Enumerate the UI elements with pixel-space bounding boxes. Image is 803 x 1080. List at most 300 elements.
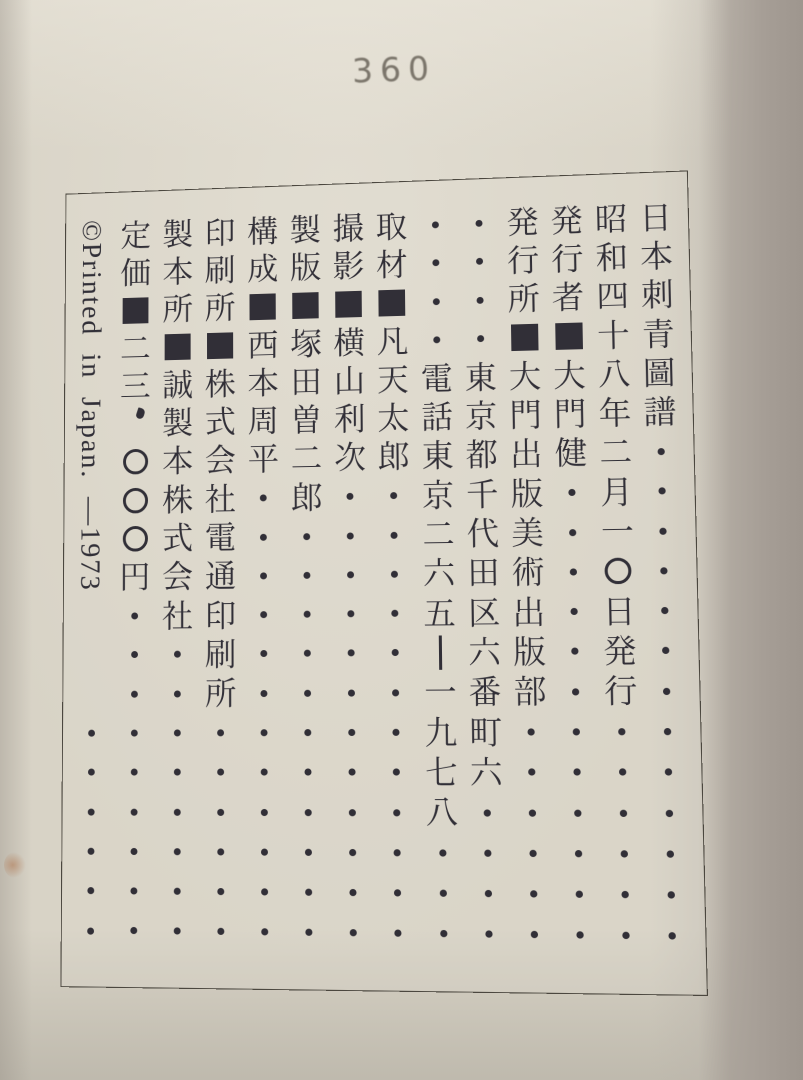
dot-glyph bbox=[476, 297, 483, 304]
glyph-cell: 五 bbox=[423, 594, 456, 632]
leader-dot bbox=[291, 673, 324, 713]
dot-glyph bbox=[432, 298, 439, 305]
dot-glyph bbox=[528, 769, 535, 776]
colophon-column-telephone bbox=[418, 205, 461, 991]
glyph-cell: 材 bbox=[375, 246, 408, 283]
glyph-cell: 電 bbox=[204, 519, 237, 556]
leader-dot bbox=[381, 913, 415, 954]
dot-glyph bbox=[575, 850, 582, 857]
dot-glyph bbox=[432, 260, 439, 267]
glyph-cell: 二 bbox=[422, 515, 455, 553]
glyph-cell: 青 bbox=[641, 315, 676, 353]
glyph-cell: 京 bbox=[464, 397, 498, 435]
glyph-cell: 価 bbox=[120, 255, 151, 291]
filled-square-glyph bbox=[379, 289, 406, 316]
leader-dot bbox=[248, 713, 281, 753]
dot-glyph bbox=[664, 728, 671, 735]
dot-glyph bbox=[260, 533, 267, 540]
leader-dot bbox=[291, 634, 324, 674]
black-square-marker bbox=[376, 283, 409, 322]
glyph-cell: 所 bbox=[204, 675, 237, 712]
dot-glyph bbox=[131, 690, 138, 697]
leader-dot bbox=[248, 792, 281, 832]
leader-dot bbox=[645, 511, 680, 551]
leader-dot bbox=[380, 792, 414, 832]
glyph-cell: 刷 bbox=[204, 636, 237, 673]
ideographic-comma-glyph bbox=[135, 408, 146, 420]
glyph-cell: 美 bbox=[511, 514, 545, 552]
dot-glyph bbox=[619, 769, 626, 776]
ideographic-zero-glyph bbox=[122, 487, 147, 513]
colophon-column-price bbox=[117, 216, 151, 987]
leader-dot bbox=[379, 594, 412, 634]
leader-dot bbox=[335, 633, 368, 673]
glyph-cell: 者 bbox=[551, 279, 585, 316]
leader-dot bbox=[292, 832, 325, 872]
glyph-cell: 一 bbox=[424, 673, 457, 711]
colophon-column-research bbox=[375, 207, 416, 991]
dot-glyph bbox=[218, 928, 225, 935]
glyph-cell: 二 bbox=[599, 434, 633, 471]
dot-glyph bbox=[217, 729, 224, 736]
dot-glyph bbox=[665, 769, 672, 776]
dot-glyph bbox=[305, 849, 312, 856]
leader-dot bbox=[291, 555, 324, 594]
leader-dot bbox=[205, 872, 238, 912]
dot-glyph bbox=[395, 930, 402, 937]
dot-glyph bbox=[305, 769, 312, 776]
leader-dot bbox=[161, 753, 193, 793]
colophon-columns bbox=[61, 171, 706, 994]
glyph-cell: 塚 bbox=[290, 325, 322, 362]
black-square-marker bbox=[290, 286, 322, 325]
leader-dot bbox=[562, 874, 597, 915]
leader-dot bbox=[517, 914, 552, 955]
glyph-cell: 門 bbox=[553, 395, 587, 433]
dot-glyph bbox=[431, 222, 438, 229]
dot-glyph bbox=[349, 849, 356, 856]
dot-glyph bbox=[620, 850, 627, 857]
glyph-cell: 田 bbox=[290, 363, 322, 400]
glyph-cell: 株 bbox=[162, 481, 194, 518]
glyph-cell: 電 bbox=[420, 360, 453, 397]
glyph-cell: 健 bbox=[554, 435, 588, 472]
dot-glyph bbox=[174, 848, 181, 855]
dot-glyph bbox=[261, 929, 268, 936]
glyph-cell: 刷 bbox=[204, 252, 236, 288]
leader-dot bbox=[248, 912, 281, 953]
dot-glyph bbox=[261, 848, 268, 855]
dot-glyph bbox=[573, 769, 580, 776]
colophon-column-photography bbox=[332, 209, 371, 991]
glyph-cell: 町 bbox=[469, 713, 503, 751]
leader-dot bbox=[605, 752, 640, 793]
glyph-cell: 日 bbox=[639, 199, 673, 236]
dot-glyph bbox=[658, 487, 665, 494]
dot-glyph bbox=[662, 647, 669, 654]
leader-dot bbox=[418, 205, 451, 244]
leader-dot bbox=[380, 752, 414, 792]
glyph-cell: 七 bbox=[424, 753, 458, 791]
dot-glyph bbox=[131, 808, 138, 815]
dot-glyph bbox=[572, 688, 579, 695]
filled-square-glyph bbox=[293, 292, 319, 319]
dot-glyph bbox=[483, 809, 490, 816]
leader-dot bbox=[248, 673, 281, 713]
ideographic-zero-glyph bbox=[122, 526, 147, 552]
leader-dot bbox=[419, 244, 452, 283]
dot-glyph bbox=[304, 572, 311, 579]
leader-dot bbox=[471, 873, 505, 914]
glyph-cell: 六 bbox=[469, 753, 503, 791]
glyph-cell: 本 bbox=[247, 364, 279, 401]
leader-dot bbox=[205, 792, 238, 832]
dot-glyph bbox=[668, 933, 676, 940]
leader-dot bbox=[378, 515, 411, 555]
dot-glyph bbox=[261, 650, 268, 657]
glyph-cell: 発 bbox=[550, 202, 584, 239]
dot-glyph bbox=[88, 808, 95, 815]
glyph-cell: 月 bbox=[599, 473, 634, 511]
leader-dot bbox=[607, 874, 642, 915]
dot-glyph bbox=[131, 730, 138, 737]
dot-glyph bbox=[87, 927, 94, 934]
glyph-cell: 社 bbox=[204, 480, 237, 517]
leader-dot bbox=[463, 280, 496, 319]
glyph-cell: 出 bbox=[512, 593, 546, 631]
dot-glyph bbox=[131, 769, 138, 776]
glyph-cell: 郎 bbox=[377, 438, 410, 476]
leader-dot bbox=[420, 320, 453, 359]
dot-glyph bbox=[391, 492, 398, 499]
dot-glyph bbox=[657, 448, 664, 455]
leader-dot bbox=[470, 833, 504, 874]
colophon-column-binding bbox=[161, 215, 194, 988]
black-square-marker bbox=[247, 287, 279, 326]
dot-glyph bbox=[484, 849, 491, 856]
leader-dot bbox=[161, 911, 194, 951]
dot-glyph bbox=[347, 571, 354, 578]
glyph-cell: 田 bbox=[467, 554, 500, 592]
leader-dot bbox=[293, 912, 326, 953]
glyph-cell: 西 bbox=[247, 326, 279, 363]
dot-glyph bbox=[88, 769, 95, 776]
glyph-cell: 式 bbox=[204, 404, 236, 440]
dot-glyph bbox=[574, 809, 581, 816]
dot-glyph bbox=[528, 809, 535, 816]
dot-glyph bbox=[484, 890, 491, 897]
dot-glyph bbox=[394, 889, 401, 896]
dot-glyph bbox=[440, 930, 447, 937]
dot-glyph bbox=[618, 728, 625, 735]
glyph-cell: 行 bbox=[603, 672, 638, 710]
dot-glyph bbox=[348, 689, 355, 696]
filled-square-glyph bbox=[511, 324, 539, 351]
dot-glyph bbox=[621, 891, 628, 898]
dot-glyph bbox=[392, 649, 399, 656]
glyph-cell-zero bbox=[601, 551, 636, 591]
dot-glyph bbox=[622, 932, 629, 939]
glyph-cell: 部 bbox=[513, 673, 547, 711]
leader-dot bbox=[654, 916, 690, 958]
dot-glyph bbox=[569, 529, 576, 536]
dot-glyph bbox=[350, 889, 357, 896]
dot-glyph bbox=[306, 929, 313, 936]
dot-glyph bbox=[391, 531, 398, 538]
dot-glyph bbox=[304, 689, 311, 696]
leader-dot bbox=[462, 242, 495, 281]
glyph-cell: 郎 bbox=[290, 479, 323, 516]
dot-glyph bbox=[347, 532, 354, 539]
black-square-marker bbox=[120, 291, 152, 330]
leader-dot bbox=[291, 595, 324, 635]
leader-dot bbox=[292, 752, 325, 792]
dot-glyph bbox=[305, 889, 312, 896]
leader-dot bbox=[557, 591, 592, 631]
leader-dot bbox=[379, 633, 413, 673]
leader-dot bbox=[161, 832, 194, 872]
leader-dot bbox=[75, 753, 107, 792]
dot-glyph bbox=[304, 533, 311, 540]
black-square-marker bbox=[162, 328, 194, 367]
leader-dot bbox=[650, 711, 685, 752]
glyph-cell: 通 bbox=[204, 558, 237, 595]
dot-glyph bbox=[260, 611, 267, 618]
glyph-cell: 次 bbox=[334, 439, 367, 476]
glyph-cell: 式 bbox=[162, 520, 194, 557]
colophon-box bbox=[60, 170, 707, 996]
leader-dot bbox=[380, 712, 414, 752]
leader-dot bbox=[118, 713, 150, 752]
glyph-cell: 構 bbox=[247, 213, 279, 249]
glyph-cell: 九 bbox=[424, 713, 458, 751]
glyph-cell: 昭 bbox=[594, 200, 628, 238]
leader-dot bbox=[248, 752, 281, 792]
dot-glyph bbox=[476, 258, 483, 265]
filled-square-glyph bbox=[555, 323, 583, 350]
dot-glyph bbox=[667, 891, 675, 898]
glyph-cell: 東 bbox=[464, 359, 498, 396]
black-square-marker bbox=[552, 316, 586, 356]
dot-glyph bbox=[87, 887, 94, 894]
dot-glyph bbox=[530, 890, 537, 897]
dot-glyph bbox=[174, 808, 181, 815]
glyph-cell: 所 bbox=[507, 280, 541, 317]
leader-dot bbox=[644, 431, 679, 471]
leader-dot bbox=[337, 872, 371, 913]
leader-dot bbox=[514, 752, 549, 792]
black-square-marker bbox=[204, 326, 236, 365]
filled-square-glyph bbox=[207, 332, 233, 359]
glyph-cell-zero bbox=[119, 481, 151, 520]
dot-glyph bbox=[217, 848, 224, 855]
page-number-stamp: 360 bbox=[351, 48, 437, 91]
dot-glyph bbox=[304, 611, 311, 618]
glyph-cell: 代 bbox=[466, 515, 500, 552]
leader-dot bbox=[608, 915, 643, 957]
leader-dot bbox=[555, 512, 589, 552]
dot-glyph bbox=[475, 220, 482, 227]
leader-dot bbox=[161, 635, 193, 674]
dot-glyph bbox=[88, 848, 95, 855]
leader-dot bbox=[337, 913, 371, 954]
dot-glyph bbox=[392, 689, 399, 696]
filled-square-glyph bbox=[250, 293, 276, 320]
glyph-cell: 発 bbox=[603, 632, 637, 670]
leader-dot bbox=[559, 752, 594, 793]
dot-glyph bbox=[260, 495, 267, 502]
dot-glyph bbox=[576, 932, 583, 939]
glyph-cell: 取 bbox=[375, 208, 408, 245]
leader-dot bbox=[75, 831, 107, 871]
leader-dot bbox=[561, 833, 596, 874]
leader-dot bbox=[378, 476, 411, 516]
dot-glyph bbox=[347, 493, 354, 500]
leader-dot bbox=[556, 552, 590, 592]
leader-dot bbox=[161, 792, 193, 832]
glyph-cell: 製 bbox=[162, 216, 194, 252]
glyph-cell: 門 bbox=[509, 396, 543, 434]
black-square-marker bbox=[333, 284, 366, 323]
dot-glyph bbox=[663, 688, 670, 695]
leader-dot bbox=[379, 673, 413, 713]
leader-dot bbox=[648, 631, 683, 672]
leader-dot bbox=[646, 550, 681, 590]
dot-glyph bbox=[394, 809, 401, 816]
colophon-column-book-title bbox=[639, 198, 691, 995]
glyph-cell: 社 bbox=[161, 597, 194, 634]
leader-dot bbox=[335, 594, 368, 634]
glyph-cell: 凡 bbox=[376, 323, 409, 360]
glyph-cell: 印 bbox=[204, 214, 236, 251]
leader-dot bbox=[515, 833, 550, 874]
ideographic-zero-glyph bbox=[605, 558, 632, 585]
dot-glyph bbox=[529, 850, 536, 857]
dot-glyph bbox=[570, 608, 577, 615]
leader-dot bbox=[514, 712, 548, 752]
leader-dot bbox=[75, 871, 107, 911]
leader-dot bbox=[248, 832, 281, 872]
glyph-cell: 六 bbox=[422, 555, 456, 592]
colophon-column-publishing-office bbox=[506, 202, 552, 993]
dot-glyph bbox=[571, 648, 578, 655]
dot-glyph bbox=[439, 849, 446, 856]
dot-glyph bbox=[659, 527, 666, 534]
dot-glyph bbox=[393, 729, 400, 736]
leader-dot bbox=[292, 872, 325, 913]
leader-dot bbox=[557, 631, 592, 671]
leader-dot bbox=[334, 516, 367, 556]
glyph-cell: 都 bbox=[465, 436, 499, 474]
dot-glyph bbox=[174, 690, 181, 697]
leader-dot bbox=[75, 714, 107, 753]
glyph-cell: 日 bbox=[602, 592, 636, 630]
glyph-cell: 版 bbox=[510, 475, 544, 512]
leader-dot bbox=[462, 204, 495, 243]
leader-dot bbox=[205, 832, 238, 872]
dot-glyph bbox=[666, 850, 674, 857]
leader-dot bbox=[248, 872, 281, 912]
leader-dot bbox=[205, 912, 238, 953]
dot-glyph bbox=[174, 651, 181, 658]
leader-dot bbox=[378, 554, 411, 594]
filled-square-glyph bbox=[123, 297, 149, 324]
leader-dot bbox=[516, 874, 551, 915]
leader-dot bbox=[426, 914, 460, 955]
glyph-cell: 二 bbox=[290, 440, 323, 477]
dot-glyph bbox=[665, 809, 672, 816]
glyph-cell: 周 bbox=[247, 403, 279, 439]
colophon-column-printed-in-japan bbox=[74, 218, 110, 987]
dot-glyph bbox=[433, 336, 440, 343]
glyph-cell: 太 bbox=[377, 400, 410, 437]
glyph-cell: 本 bbox=[162, 253, 194, 290]
printed-in-japan-text: ©Printed in Japan. —1973 bbox=[74, 219, 107, 592]
colophon-column-composition bbox=[247, 212, 282, 990]
glyph-cell: 十 bbox=[596, 316, 631, 354]
leader-dot bbox=[644, 471, 679, 511]
dot-glyph bbox=[572, 728, 579, 735]
glyph-cell: 利 bbox=[333, 401, 366, 438]
filled-square-glyph bbox=[165, 334, 191, 361]
glyph-cell: 番 bbox=[468, 673, 502, 711]
glyph-cell: 東 bbox=[421, 437, 454, 475]
dot-glyph bbox=[350, 930, 357, 937]
leader-dot bbox=[161, 713, 193, 752]
dot-glyph bbox=[261, 690, 268, 697]
dot-glyph bbox=[394, 849, 401, 856]
leader-dot bbox=[75, 792, 107, 831]
leader-dot bbox=[205, 753, 238, 793]
dot-glyph bbox=[261, 888, 268, 895]
glyph-cell: 圖 bbox=[642, 354, 677, 392]
leader-dot bbox=[471, 914, 506, 955]
leader-dot bbox=[118, 871, 151, 911]
glyph-cell: 所 bbox=[204, 290, 236, 326]
glyph-cell: 四 bbox=[596, 277, 630, 315]
dot-glyph bbox=[575, 891, 582, 898]
leader-dot bbox=[161, 871, 194, 911]
glyph-cell: 製 bbox=[289, 211, 322, 248]
glyph-cell: 千 bbox=[466, 476, 499, 513]
glyph-cell: 会 bbox=[204, 442, 237, 479]
leader-dot bbox=[606, 793, 641, 834]
filled-square-glyph bbox=[336, 291, 363, 318]
leader-dot bbox=[248, 634, 281, 673]
glyph-cell: 術 bbox=[511, 554, 545, 591]
glyph-cell: 譜 bbox=[643, 393, 677, 431]
glyph-cell: 八 bbox=[425, 794, 459, 832]
glyph-cell: 本 bbox=[639, 237, 674, 275]
dot-glyph bbox=[660, 567, 667, 574]
leader-dot bbox=[118, 911, 151, 951]
leader-dot bbox=[118, 753, 150, 792]
dot-glyph bbox=[260, 572, 267, 579]
dot-glyph bbox=[661, 607, 668, 614]
leader-dot bbox=[119, 597, 151, 636]
dot-glyph bbox=[131, 651, 138, 658]
leader-dot bbox=[647, 590, 682, 630]
leader-dot bbox=[334, 477, 367, 516]
leader-dot bbox=[292, 713, 325, 753]
leader-dot bbox=[419, 282, 452, 321]
dot-glyph bbox=[305, 809, 312, 816]
black-square-marker bbox=[507, 318, 541, 358]
leader-dot bbox=[562, 915, 597, 956]
dot-glyph bbox=[131, 888, 138, 895]
dot-glyph bbox=[568, 489, 575, 496]
glyph-cell: 円 bbox=[119, 559, 151, 596]
